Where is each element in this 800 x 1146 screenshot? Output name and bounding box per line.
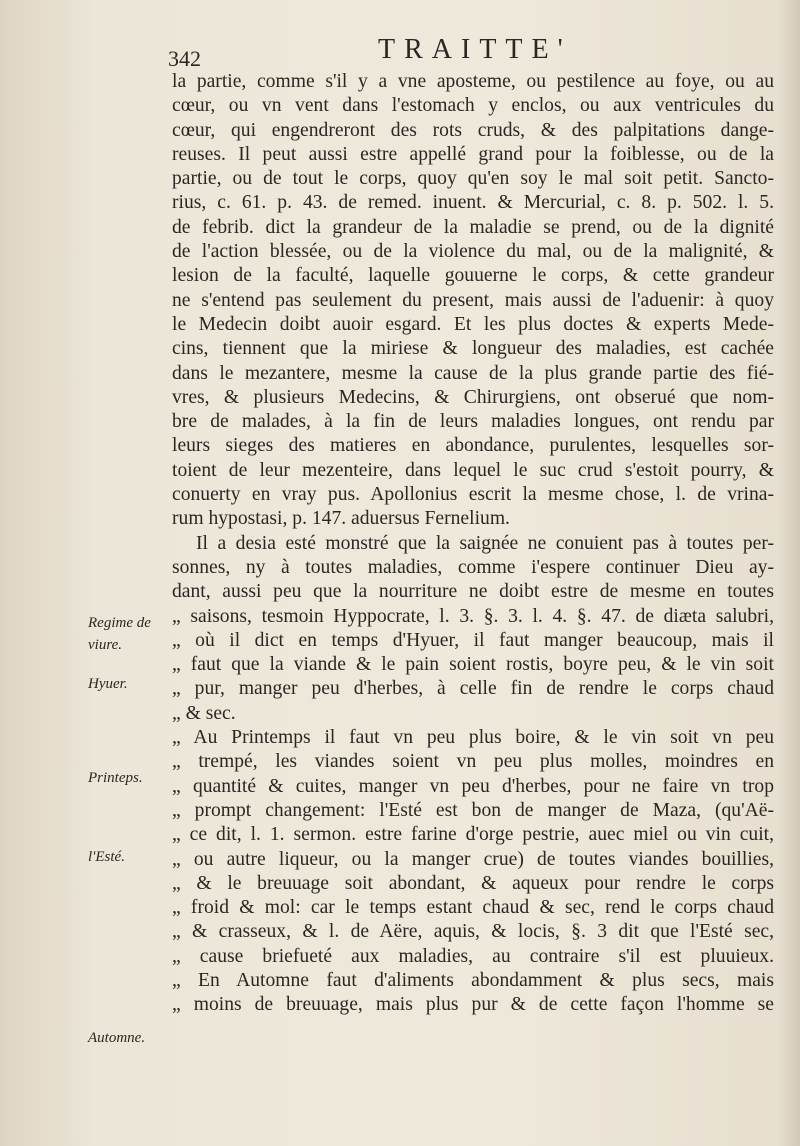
text-line: „ En Automne faut d'aliments abondamment & plus secs, mais (172, 969, 774, 991)
text-line: rius, c. 61. p. 43. de remed. inuent. & Mercurial, c. 8. p. 502. l. 5. (172, 192, 774, 214)
margin-note-printeps: Printeps. (88, 770, 143, 786)
text-line: conuerty en vray pus. Apollonius escrit la mesme chose, l. de vrina- (172, 484, 774, 506)
text-line: „ cause briefueté aux maladies, au contraire s'il est pluuieux. (172, 945, 774, 967)
text-line: leurs sieges des matieres en abondance, purulentes, lesquelles sor- (172, 435, 774, 457)
text-line: „ quantité & cuites, manger vn peu d'herbes, pour ne faire vn trop (172, 775, 774, 797)
text-line: dant, aussi peu que la nourriture ne doibt estre de mesme en toutes (172, 581, 774, 603)
text-line: sonnes, ny à toutes maladies, comme i'espere continuer Dieu ay- (172, 556, 774, 578)
text-line: „ & sec. (172, 702, 236, 724)
text-line: „ ce dit, l. 1. sermon. estre farine d'orge pestrie, auec miel ou vin cuit, (172, 824, 774, 846)
text-line: la partie, comme s'il y a vne aposteme, ou pestilence au foye, ou au (172, 71, 774, 92)
page-number: 342 (168, 46, 201, 71)
text-line: „ ou autre liqueur, ou la manger crue) de toutes viandes bouillies, (172, 848, 774, 870)
text-line: dans le mezantere, mesme la cause de la plus grande partie des fié- (172, 362, 774, 384)
text-line: „ & le breuuage soit abondant, & aqueux pour rendre le corps (172, 872, 774, 894)
text-line: „ Au Printemps il faut vn peu plus boire, & le vin soit vn peu (172, 727, 774, 749)
text-line: „ trempé, les viandes soient vn peu plus molles, moindres en (172, 751, 774, 773)
text-line: ne s'entend pas seulement du present, mais aussi de l'aduenir: à quoy (172, 289, 774, 311)
text-line: partie, ou de tout le corps, quoy qu'en soy le mal soit petit. Sancto- (172, 168, 774, 190)
text-line: lesion de la faculté, laquelle gouuerne le corps, & cette grandeur (172, 265, 774, 287)
page-header (168, 32, 768, 72)
text-line: reuses. Il peut aussi estre appellé grand pour la foiblesse, ou de la (172, 143, 774, 165)
text-line: „ où il dict en temps d'Hyuer, il faut manger beaucoup, mais il (172, 629, 774, 651)
text-line: de febrib. dict la grandeur de la maladie se prend, ou de la dignité (172, 216, 774, 238)
text-line: cœur, qui engendreront des rots cruds, & des palpitations dange- (172, 119, 774, 141)
text-line: cins, tiennent que la miriese & longueur des maladies, est cachée (172, 338, 774, 360)
text-line: „ froid & mol: car le temps estant chaud & sec, rend le corps chaud (172, 897, 774, 919)
text-line: cœur, ou vn vent dans l'estomach y enclos, ou aux ventricules du (172, 95, 774, 117)
text-line: „ moins de breuuage, mais plus pur & de cette façon l'homme se (172, 994, 774, 1016)
text-line: „ pur, manger peu d'herbes, à celle fin de rendre le corps chaud (172, 678, 774, 700)
text-line: Il a desia esté monstré que la saignée ne conuient pas à toutes per- (196, 532, 774, 554)
page-edge-shadow (778, 0, 800, 1146)
margin-note-automne: Automne. (88, 1030, 146, 1046)
text-line: vres, & plusieurs Medecins, & Chirurgiens, ont obserué que nom- (172, 386, 774, 408)
text-line: „ prompt changement: l'Esté est bon de manger de Maza, (qu'Aë- (172, 799, 774, 821)
text-line: „ faut que la viande & le pain soient rostis, boyre peu, & le vin soit (172, 654, 774, 676)
body-text (172, 70, 774, 1018)
running-title: TRAITTE' (378, 34, 572, 65)
text-line: „ & crasseux, & l. de Aëre, aquis, & locis, §. 3 dit que l'Esté sec, (172, 921, 774, 943)
text-line: bre de malades, à la fin de leurs maladies longues, ont rendu par (172, 411, 774, 433)
text-line: toient de leur mezenteire, dans lequel le suc crud s'estoit pourry, & (172, 459, 774, 481)
text-line: le Medecin doibt auoir esgard. Et les plus doctes & experts Mede- (172, 313, 774, 335)
margin-note-hyuer: Hyuer. (88, 676, 128, 692)
text-line: rum hypostasi, p. 147. aduersus Fernelium. (172, 508, 510, 530)
text-line: „ saisons, tesmoin Hyppocrate, l. 3. §. 3. l. 4. §. 47. de diæta salubri, (172, 605, 774, 627)
margin-note-regime: Regime de viure. (88, 615, 151, 653)
margin-note-este: l'Esté. (88, 849, 125, 865)
text-line: de l'action blessée, ou de la violence du mal, ou de la malignité, & (172, 241, 774, 263)
